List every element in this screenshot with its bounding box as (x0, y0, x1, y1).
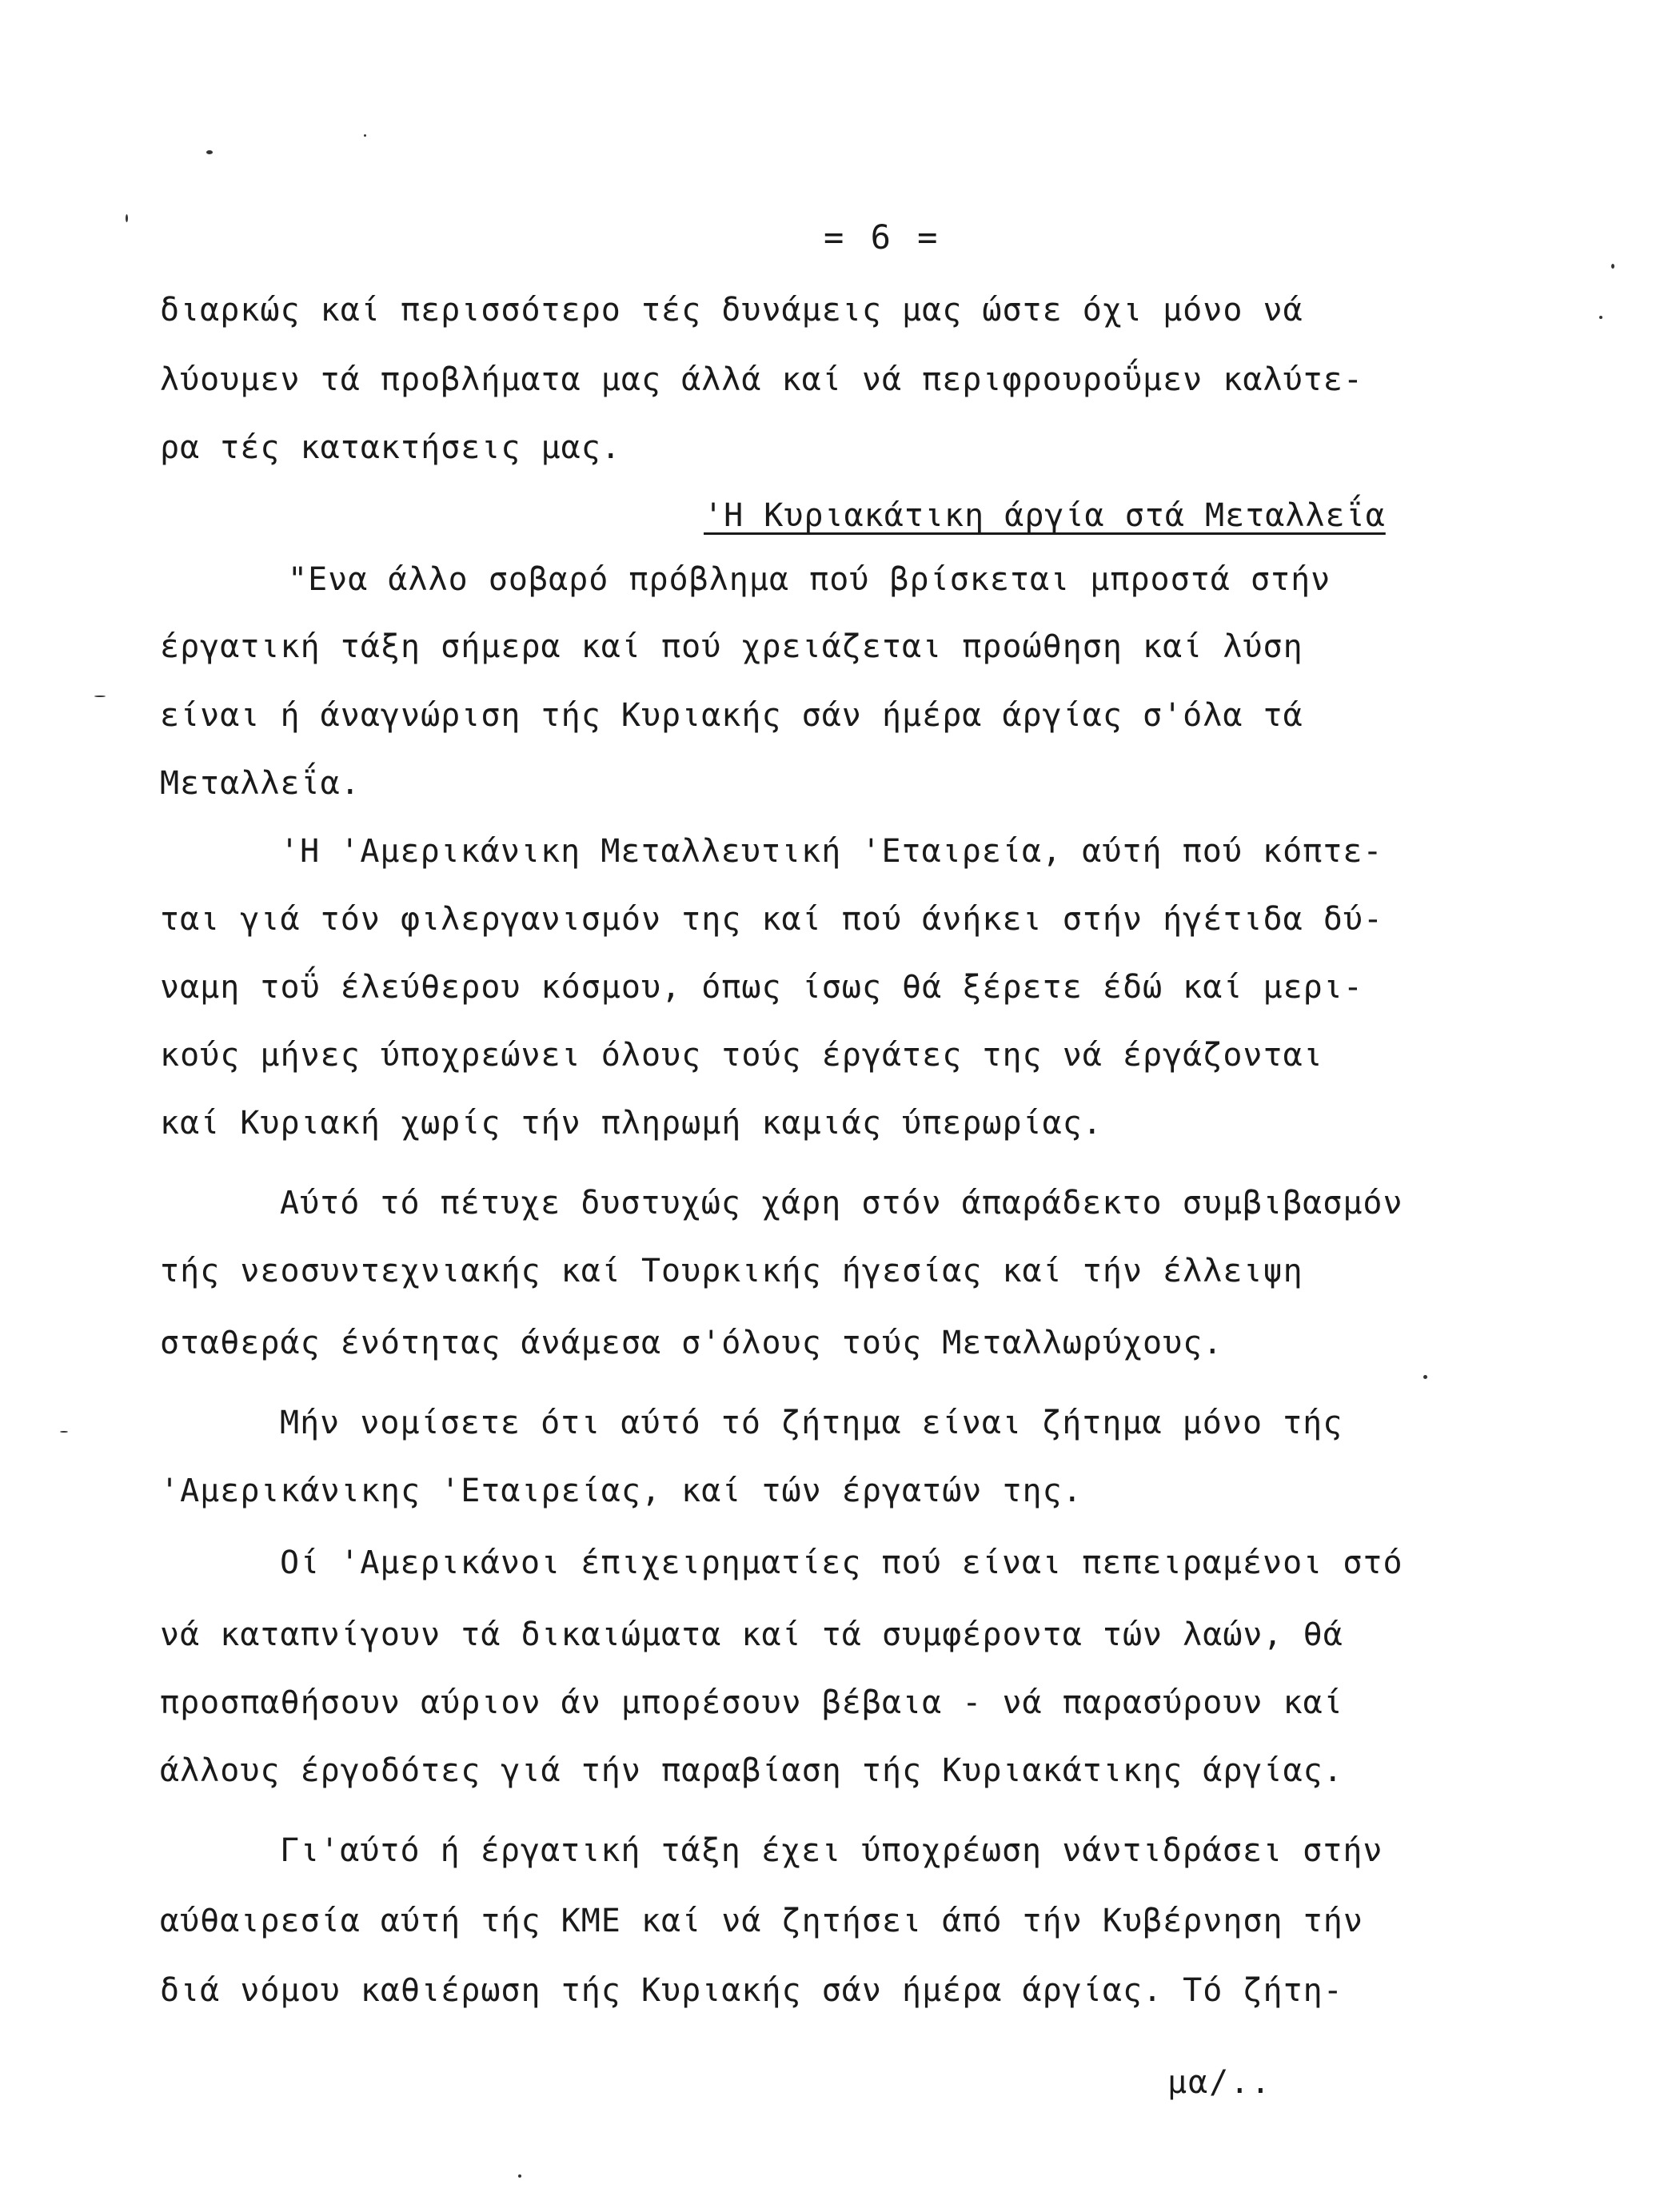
text-line: Μεταλλεΐα. (160, 765, 361, 802)
scan-speck (126, 214, 128, 222)
text-line: διαρκώς καί περισσότερο τές δυνάμεις μας ώστε όχι μόνο νά (160, 292, 1303, 329)
text-line: κούς μήνες ύποχρεώνει όλους τούς έργάτες της νά έργάζονται (160, 1037, 1323, 1074)
text-line: Γι'αύτό ή έργατική τάξη έχει ύποχρέωση νάντιδράσει στήν (280, 1832, 1383, 1869)
text-line: λύουμεν τά προβλήματα μας άλλά καί νά περιφρουροΰμεν καλύτε- (160, 361, 1363, 398)
text-line: Μήν νομίσετε ότι αύτό τό ζήτημα είναι ζήτημα μόνο τής (280, 1405, 1343, 1441)
text-line: προσπαθήσουν αύριον άν μπορέσουν βέβαια - νά παρασύρουν καί (160, 1684, 1343, 1721)
page-number: = 6 = (824, 217, 941, 257)
scan-speck (518, 2174, 521, 2178)
scan-speck (206, 150, 213, 154)
text-line: Αύτό τό πέτυχε δυστυχώς χάρη στόν άπαράδεκτο συμβιβασμόν (280, 1185, 1403, 1222)
scan-speck (1611, 264, 1614, 269)
text-line: είναι ή άναγνώριση τής Κυριακής σάν ήμέρα άργίας σ'όλα τά (160, 697, 1303, 734)
text-line: Οί 'Αμερικάνοι έπιχειρηματίες πού είναι πεπειραμένοι στό (280, 1544, 1403, 1581)
section-heading: 'Η Κυριακάτικη άργία στά Μεταλλεΐα (704, 497, 1386, 534)
text-line: διά νόμου καθιέρωση τής Κυριακής σάν ήμέρα άργίας. Τό ζήτη- (160, 1972, 1343, 2009)
text-line: νά καταπνίγουν τά δικαιώματα καί τά συμφέροντα τών λαών, θά (160, 1616, 1343, 1653)
text-line: ται γιά τόν φιλεργανισμόν της καί πού άνήκει στήν ήγέτιδα δύ- (160, 901, 1384, 938)
text-line: αύθαιρεσία αύτή τής ΚΜΕ καί νά ζητήσει άπό τήν Κυβέρνηση τήν (160, 1903, 1363, 1939)
scan-speck (60, 1431, 68, 1433)
text-line: έργατική τάξη σήμερα καί πού χρειάζεται προώθηση καί λύση (160, 628, 1303, 665)
text-line: ρα τές κατακτήσεις μας. (160, 429, 621, 466)
scan-speck (94, 695, 106, 697)
scan-speck (364, 134, 366, 137)
scan-speck (1423, 1375, 1427, 1379)
text-line: 'Αμερικάνικης 'Εταιρείας, καί τών έργατών της. (160, 1473, 1083, 1509)
text-line: ναμη τοΰ έλεύθερου κόσμου, όπως ίσως θά ξέρετε έδώ καί μερι- (160, 969, 1363, 1006)
text-line: άλλους έργοδότες γιά τήν παραβίαση τής Κυριακάτικης άργίας. (160, 1752, 1343, 1789)
text-line: τής νεοσυντεχνιακής καί Τουρκικής ήγεσίας καί τήν έλλειψη (160, 1253, 1303, 1289)
text-line: καί Κυριακή χωρίς τήν πληρωμή καμιάς ύπερωρίας. (160, 1105, 1103, 1142)
text-line: 'Η 'Αμερικάνικη Μεταλλευτική 'Εταιρεία, αύτή πού κόπτε- (280, 833, 1383, 870)
text-line: "Ενα άλλο σοβαρό πρόβλημα πού βρίσκεται μπροστά στήν (288, 561, 1331, 598)
continuation-mark: μα/.. (1167, 2064, 1272, 2101)
scan-speck (1599, 316, 1602, 319)
text-line: σταθεράς ένότητας άνάμεσα σ'όλους τούς Μεταλλωρύχους. (160, 1325, 1223, 1361)
